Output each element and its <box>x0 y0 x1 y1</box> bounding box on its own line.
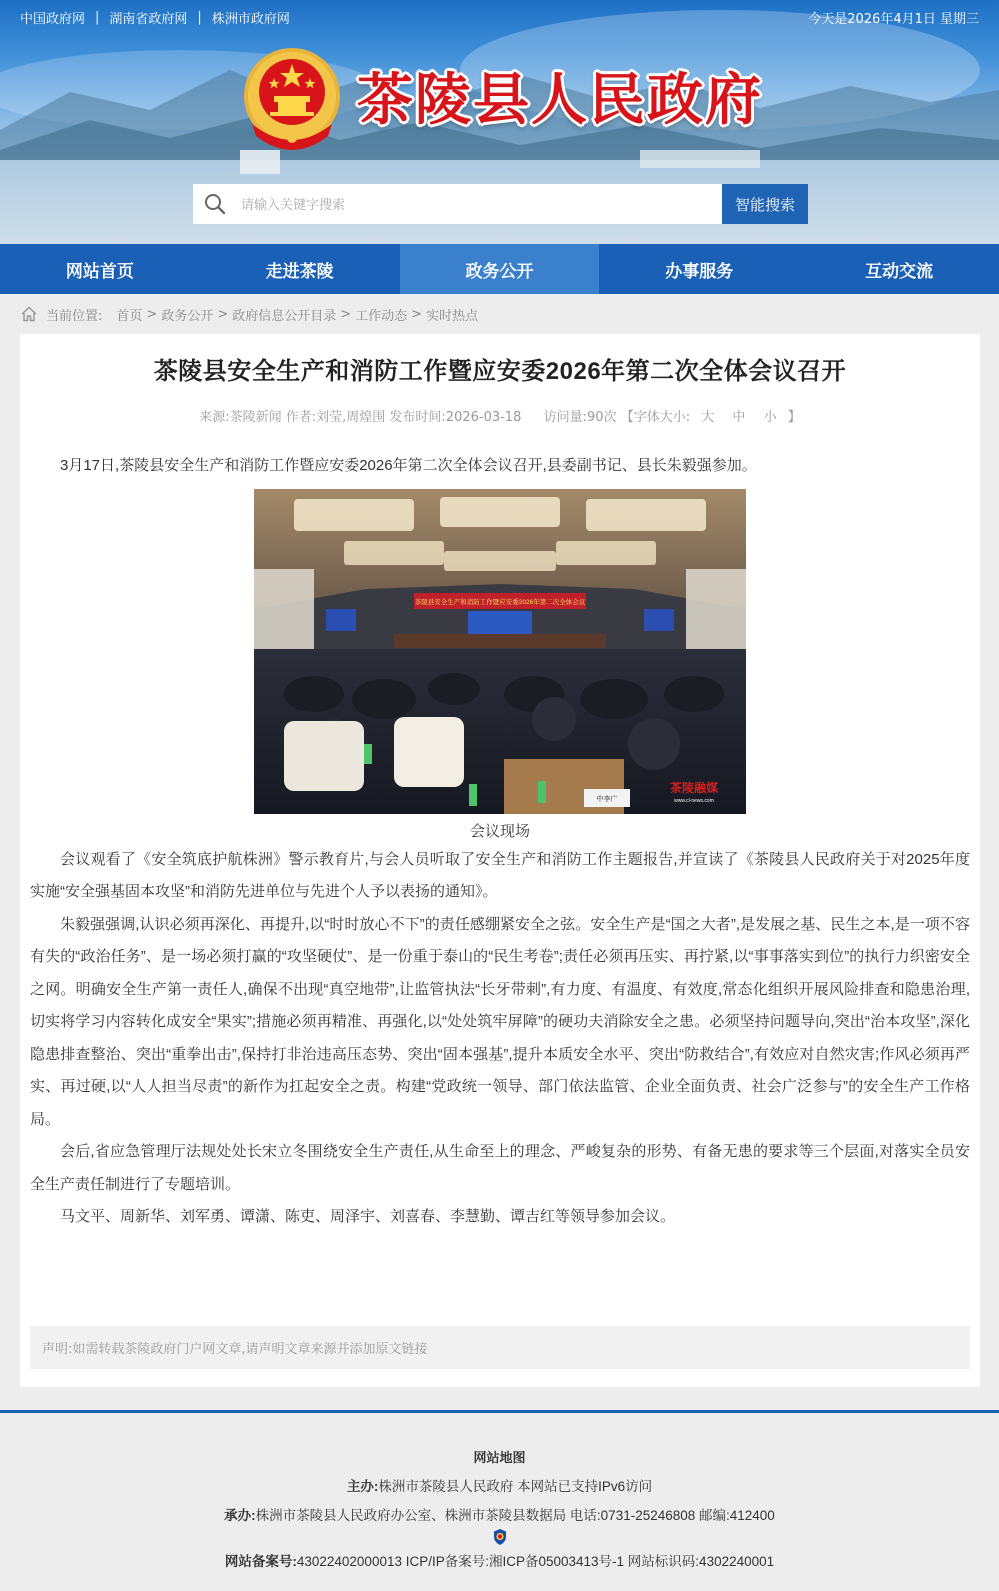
breadcrumb-label: 当前位置: <box>46 308 103 324</box>
article-title: 茶陵县安全生产和消防工作暨应安委2026年第二次全体会议召开 <box>153 358 847 385</box>
article-paragraph: 马文平、周新华、刘军勇、谭潇、陈吏、周泽宇、刘喜春、李慧勤、谭吉红等领导参加会议。 <box>60 1208 676 1225</box>
breadcrumb-separator: > <box>340 306 352 322</box>
breadcrumb <box>0 294 999 334</box>
breadcrumb-hot-topics[interactable]: 实时热点 <box>426 308 479 324</box>
article-meta <box>30 406 970 425</box>
nav-item-about-chaling[interactable]: 走进茶陵 <box>265 261 334 281</box>
police-badge-icon[interactable] <box>492 1528 508 1546</box>
link-separator: | <box>197 9 202 25</box>
site-footer <box>0 1410 999 1591</box>
footer-record <box>0 1550 999 1570</box>
article-source: 来源:茶陵新闻 作者:刘莹,周煌围 发布时间:2026-03-18 <box>199 410 522 425</box>
footer-host-label: 主办: <box>346 1479 379 1494</box>
national-emblem-icon <box>238 44 346 154</box>
search-box <box>193 184 722 224</box>
search-icon <box>203 192 227 216</box>
link-separator: | <box>95 9 100 25</box>
gov-link-zhuzhou[interactable]: 株洲市政府网 <box>211 11 290 27</box>
site-header <box>0 0 999 244</box>
photo-nameplate-text: 中李广 <box>596 795 618 803</box>
breadcrumb-separator: > <box>146 306 158 322</box>
nav-item-services[interactable]: 办事服务 <box>665 261 734 281</box>
breadcrumb-info-directory[interactable]: 政府信息公开目录 <box>232 308 337 324</box>
site-title: 茶陵县人民政府 <box>357 67 763 133</box>
article-panel <box>20 334 980 1387</box>
breadcrumb-separator: > <box>217 306 229 322</box>
top-bar <box>0 0 999 34</box>
footer-undertake <box>0 1504 999 1524</box>
search-input[interactable] <box>241 185 722 223</box>
font-size-open: 【字体大小: <box>620 410 691 425</box>
font-size-large[interactable]: 大 <box>701 410 715 425</box>
font-size-close: 】 <box>787 410 801 425</box>
footer-host-text: 株洲市茶陵县人民政府 本网站已支持IPv6访问 <box>378 1479 653 1494</box>
search-bar <box>193 184 808 224</box>
photo-watermark-sub: www.cl-news.com <box>674 797 714 804</box>
breadcrumb-home[interactable]: 首页 <box>116 308 143 324</box>
gov-link-hunan[interactable]: 湖南省政府网 <box>109 11 188 27</box>
footer-record-label: 网站备案号: <box>224 1554 297 1569</box>
article-content <box>30 450 970 1234</box>
main-nav <box>0 244 999 294</box>
meeting-photo <box>254 489 746 814</box>
nav-item-interaction[interactable]: 互动交流 <box>865 261 934 281</box>
footer-undertake-text: 株洲市茶陵县人民政府办公室、株洲市茶陵县数据局 电话:0731-25246808 邮编:412400 <box>255 1508 775 1523</box>
gov-link-china[interactable]: 中国政府网 <box>20 11 86 27</box>
breadcrumb-gov-affairs[interactable]: 政务公开 <box>161 308 214 324</box>
current-date: 今天是2026年4月1日 星期三 <box>808 11 979 27</box>
article-paragraph: 朱毅强强调,认识必须再深化、再提升,以“时时放心不下”的责任感绷紧安全之弦。安全生产是“国之大者”,是发展之基、民生之本,是一项不容有失的“政治任务”、是一场必须打赢的“攻坚硬仗”、是一份重于泰山的“民生考卷”;责任必须再压实、再拧紧,以“事事落实到位”的执行力织密安全之网。明确安全生产第一责任人,确保不出现“真空地带”,让监管执法“长牙带刺”,有力度、有温度、有效度,常态化组织开展风险排查和隐患治理,切实将学习内容转化成安全“果实”;措施必须再精准、再强化,以“处处筑牢屏障”的硬功夫消除安全之患。必须坚持问题导向,突出“治本攻坚”,深化隐患排查整治、突出“重拳出击”,保持打非治违高压态势、突出“固本强基”,提升本质安全水平、突出“防救结合”,有效应对自然灾害;作风必须再严实、再过硬,以“人人担当尽责”的新作为扛起安全之责。构建“党政统一领导、部门依法监管、企业全面负责、社会广泛参与”的安全生产工作格局。 <box>30 915 970 1128</box>
font-size-medium[interactable]: 中 <box>732 410 746 425</box>
nav-item-home[interactable]: 网站首页 <box>65 261 134 281</box>
article-views: 访问量:90次 <box>543 410 617 425</box>
gov-links <box>20 8 290 27</box>
breadcrumb-separator: > <box>411 306 423 322</box>
breadcrumb-work-news[interactable]: 工作动态 <box>355 308 408 324</box>
copyright-statement: 声明:如需转载茶陵政府门户网文章,请声明文章来源并添加原文链接 <box>30 1326 970 1369</box>
article-paragraph: 会议观看了《安全筑底护航株洲》警示教育片,与会人员听取了安全生产和消防工作主题报告,并宣读了《茶陵县人民政府关于对2025年度实施“安全强基固本攻坚”和消防先进单位与先进个人予以表扬的通知》。 <box>30 850 970 900</box>
article-figure <box>30 489 970 844</box>
font-size-small[interactable]: 小 <box>763 410 777 425</box>
sitemap-link[interactable]: 网站地图 <box>473 1450 526 1465</box>
smart-search-button[interactable]: 智能搜索 <box>722 184 808 224</box>
photo-caption: 会议现场 <box>469 822 530 840</box>
article-paragraph: 3月17日,茶陵县安全生产和消防工作暨应安委2026年第二次全体会议召开,县委副书记、县长朱毅强参加。 <box>60 457 757 474</box>
home-icon <box>20 305 38 323</box>
footer-host <box>0 1475 999 1495</box>
article-paragraph: 会后,省应急管理厅法规处处长宋立冬围绕安全生产责任,从生命至上的理念、严峻复杂的形势、有备无患的要求等三个层面,对落实全员安全生产责任制进行了专题培训。 <box>30 1143 970 1193</box>
photo-banner-text: 茶陵县安全生产和消防工作暨应安委2026年第二次全体会议 <box>414 598 586 606</box>
footer-record-text[interactable]: 43022402000013 ICP/IP备案号:湘ICP备05003413号-1 网站标识码:4302240001 <box>296 1554 775 1569</box>
nav-item-gov-affairs[interactable]: 政务公开 <box>400 244 600 294</box>
footer-undertake-label: 承办: <box>224 1508 256 1523</box>
photo-watermark-text: 茶陵融媒 <box>669 780 719 795</box>
